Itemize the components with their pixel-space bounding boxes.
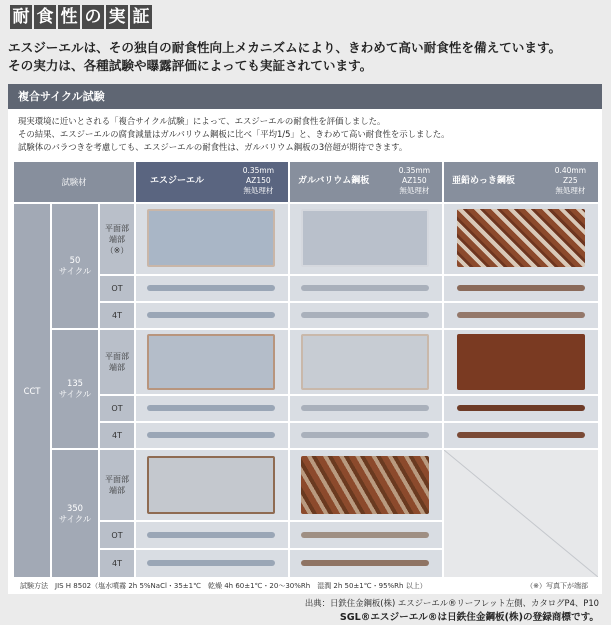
cct-panel <box>8 84 602 594</box>
cycle-count: 135 <box>67 378 83 388</box>
material-header <box>290 162 442 202</box>
galvalume-ot-sample <box>301 532 429 538</box>
galvalume-plate-photo <box>301 334 429 390</box>
material-header <box>136 162 288 202</box>
edge-label: 端部 <box>109 234 125 244</box>
desc-line: 現実環境に近いとされる「複合サイクル試験」によって、エスジーエルの耐食性を評価しました。 <box>18 116 386 126</box>
cycle-unit: サイクル <box>58 389 92 399</box>
sample-photo-cell <box>444 396 598 421</box>
row-label-ot: OT <box>100 522 134 548</box>
title-char: の <box>82 5 104 29</box>
galvalume-plate-photo <box>301 209 429 267</box>
galvalume-plate-photo <box>301 456 429 514</box>
title-char: 食 <box>34 5 56 29</box>
edge-label: 端部 <box>109 486 125 495</box>
face-label: 平面部 <box>105 352 129 361</box>
sample-photo-cell <box>290 303 442 328</box>
row-label-ot: OT <box>100 396 134 421</box>
empty-cell <box>444 450 598 577</box>
row-label-4t: 4T <box>100 303 134 328</box>
test-method-label: CCT <box>14 204 50 577</box>
sgl-plate-photo <box>147 334 275 390</box>
sgl-plate-photo <box>147 456 275 514</box>
intro-text <box>8 39 561 75</box>
test-method-note: 試験方法 JIS H 8502（塩水噴霧 2h 5%NaCl・35±1℃ 乾燥 4h 60±1℃・20〜30%Rh 湿潤 2h 50±1℃・95%Rh 以上） <box>20 582 427 590</box>
galvalume-4t-sample <box>301 432 429 438</box>
zinc-ot-sample <box>457 285 585 291</box>
sample-photo-cell <box>290 450 442 520</box>
zinc-4t-sample <box>457 312 585 318</box>
zinc-plate-photo <box>457 209 585 267</box>
cycle-label <box>52 450 98 577</box>
sgl-ot-sample <box>147 405 275 411</box>
spec-treatment: 無処理材 <box>243 186 274 195</box>
face-label: 平面部 <box>105 475 129 484</box>
sample-photo-cell <box>444 303 598 328</box>
sample-photo-cell <box>136 330 288 394</box>
row-label-face <box>100 204 134 274</box>
diagonal-line <box>444 450 598 577</box>
zinc-plate-photo <box>457 334 585 390</box>
cycle-unit: サイクル <box>58 513 92 524</box>
cycle-unit: サイクル <box>58 266 92 276</box>
cycle-label <box>52 204 98 328</box>
intro-line: その実力は、各種試験や曝露評価によっても実証されています。 <box>8 58 373 73</box>
spec-thickness: 0.35mm <box>398 166 430 175</box>
material-spec <box>243 166 274 196</box>
edge-label: 端部 <box>109 363 125 372</box>
intro-line: エスジーエルは、その独自の耐食性向上メカニズムにより、きわめて高い耐食性を備えています。 <box>8 40 562 55</box>
sgl-ot-sample <box>147 532 275 538</box>
sample-photo-cell <box>444 423 598 448</box>
desc-line: 試験体のバラつきを考慮しても、エスジーエルの耐食性は、ガルバリウム鋼板の3倍超が期待できます。 <box>18 142 408 152</box>
spec-treatment: 無処理材 <box>399 186 430 195</box>
spec-coating: Z25 <box>563 176 578 185</box>
material-spec <box>555 166 586 196</box>
sample-photo-cell <box>136 423 288 448</box>
galvalume-4t-sample <box>301 312 429 318</box>
results-table <box>14 162 598 577</box>
spec-thickness: 0.40mm <box>554 166 586 175</box>
sample-photo-cell <box>290 522 442 548</box>
row-label-face <box>100 450 134 520</box>
sample-photo-cell <box>136 204 288 274</box>
cycle-count: 350 <box>67 502 83 513</box>
sgl-4t-sample <box>147 560 275 566</box>
cycle-count: 50 <box>69 255 81 265</box>
page-title <box>10 5 152 29</box>
galvalume-4t-sample <box>301 560 429 566</box>
trademark-note: SGL®エスジーエル®は日鉄住金鋼板(株)の登録商標です。 <box>339 612 599 623</box>
panel-title: 複合サイクル試験 <box>8 84 602 109</box>
photo-note: （※）写真下が端部 <box>526 582 588 590</box>
sample-photo-cell <box>290 423 442 448</box>
galvalume-ot-sample <box>301 405 429 411</box>
sample-photo-cell <box>444 276 598 301</box>
cycle-label <box>52 330 98 448</box>
spec-coating: AZ150 <box>246 176 271 185</box>
sample-photo-cell <box>290 550 442 577</box>
sample-photo-cell <box>136 450 288 520</box>
sample-photo-cell <box>290 204 442 274</box>
source-credit: 出典：日鉄住金鋼板(株) エスジーエル®リーフレット左側、カタログP4、P10 <box>304 598 599 608</box>
sgl-ot-sample <box>147 285 275 291</box>
sample-photo-cell <box>136 522 288 548</box>
face-label: 平面部 <box>105 223 129 233</box>
sample-photo-cell <box>290 396 442 421</box>
material-name: エスジーエル <box>150 176 205 186</box>
galvalume-ot-sample <box>301 285 429 291</box>
spec-thickness: 0.35mm <box>242 166 274 175</box>
sample-photo-cell <box>136 550 288 577</box>
sample-photo-cell <box>136 303 288 328</box>
material-header <box>444 162 598 202</box>
zinc-4t-sample <box>457 432 585 438</box>
table-corner: 試験材 <box>14 162 134 202</box>
sample-photo-cell <box>136 276 288 301</box>
sgl-4t-sample <box>147 432 275 438</box>
title-char: 性 <box>58 5 80 29</box>
row-label-ot: OT <box>100 276 134 301</box>
note-mark: （※） <box>105 245 129 255</box>
sgl-plate-photo <box>147 209 275 267</box>
desc-line: その結果、エスジーエルの腐食減量はガルバリウム鋼板に比べ「平均1/5」と、きわめて高い耐食性を示しました。 <box>18 129 450 139</box>
page-header <box>0 0 611 38</box>
sample-photo-cell <box>290 330 442 394</box>
title-char: 耐 <box>10 5 32 29</box>
spec-coating: AZ150 <box>402 176 427 185</box>
panel-description <box>18 115 450 154</box>
material-name: 亜鉛めっき鋼板 <box>452 176 515 186</box>
material-name: ガルバリウム鋼板 <box>298 176 370 186</box>
sample-photo-cell <box>136 396 288 421</box>
sgl-4t-sample <box>147 312 275 318</box>
spec-treatment: 無処理材 <box>555 186 586 195</box>
zinc-ot-sample <box>457 405 585 411</box>
row-label-face <box>100 330 134 394</box>
title-char: 実 <box>106 5 128 29</box>
sample-photo-cell <box>290 276 442 301</box>
row-label-4t: 4T <box>100 550 134 577</box>
material-spec <box>399 166 430 196</box>
row-label-4t: 4T <box>100 423 134 448</box>
sample-photo-cell <box>444 204 598 274</box>
sample-photo-cell <box>444 330 598 394</box>
title-char: 証 <box>130 5 152 29</box>
